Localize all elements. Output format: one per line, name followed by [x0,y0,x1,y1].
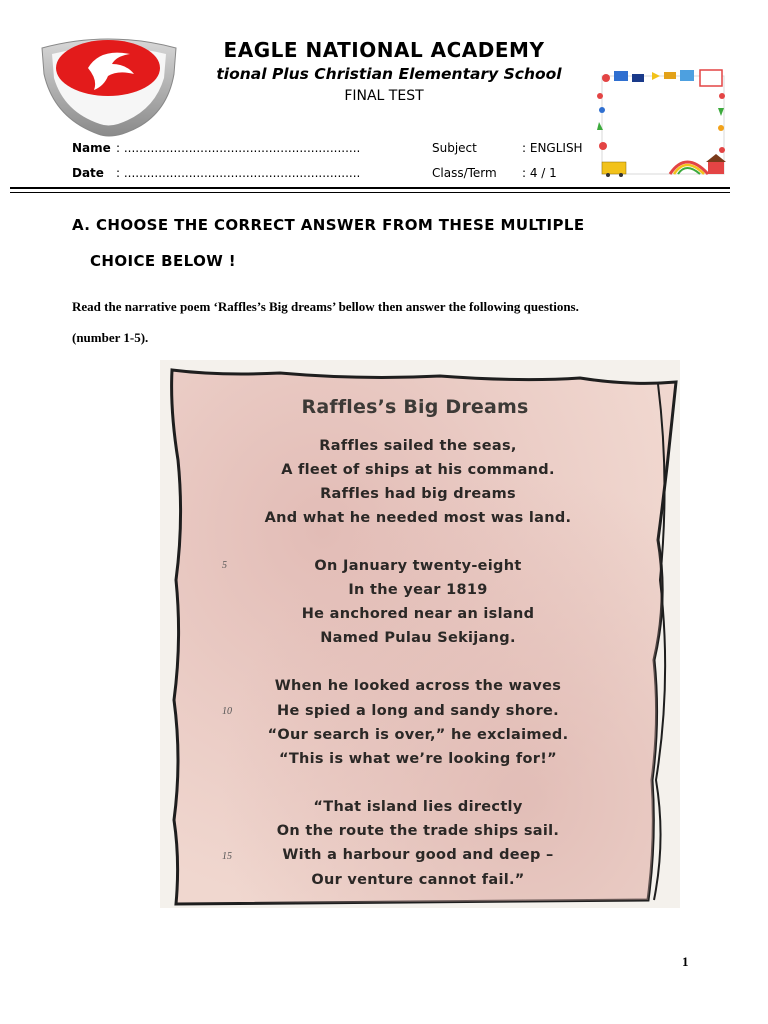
poem-line: And what he needed most was land. [264,510,572,526]
instruction-range: (number 1-5). [72,330,149,345]
subject-label: Subject [432,141,477,155]
poem-line: When he looked across the waves [274,678,562,694]
poem-line: He spied a long and sandy shore. [277,703,559,719]
line-number: 10 [222,706,232,717]
poem-line: “That island lies directly [313,799,523,815]
subject-value: : ENGLISH [522,141,583,155]
poem-line: “Our search is over,” he exclaimed. [267,727,569,743]
poem-line: He anchored near an island [301,606,535,622]
poem-line: Raffles had big dreams [320,486,516,502]
class-term-label: Class/Term [432,166,497,180]
class-term-value: : 4 / 1 [522,166,557,180]
poem-line: A fleet of ships at his command. [281,462,555,478]
poem-title: Raffles’s Big Dreams [301,396,529,418]
decorative-frame-image [596,66,730,180]
poem-image [160,360,680,908]
poem-line: On January twenty-eight [314,558,522,574]
page-number: 1 [682,954,689,969]
instruction-text: Read the narrative poem ‘Raffles’s Big dreams’ bellow then answer the following questions. [72,299,579,314]
school-name: EAGLE NATIONAL ACADEMY [223,38,545,62]
poem-line: Named Pulau Sekijang. [320,630,516,646]
name-field[interactable]: : .............................................................. [116,141,361,155]
section-heading-continued: CHOICE BELOW ! [90,252,237,270]
line-number: 15 [222,851,232,862]
header-divider-thin [10,192,730,193]
line-number: 5 [222,560,227,571]
date-label: Date [72,166,104,180]
date-field[interactable]: : .............................................................. [116,166,361,180]
poem-line: On the route the trade ships sail. [276,823,560,839]
poem-line: With a harbour good and deep – [282,847,554,863]
section-heading: A. CHOOSE THE CORRECT ANSWER FROM THESE MULTIPLE [72,216,585,234]
school-subtitle-text: tional Plus Christian Elementary School [216,65,562,83]
poem-line: Raffles sailed the seas, [319,438,517,454]
poem-line: In the year 1819 [348,582,488,598]
poem-line: Our venture cannot fail.” [311,872,525,888]
test-title: FINAL TEST [344,88,424,104]
header-divider [10,187,730,189]
name-label: Name [72,141,111,155]
poem-line: “This is what we’re looking for!” [278,751,557,767]
